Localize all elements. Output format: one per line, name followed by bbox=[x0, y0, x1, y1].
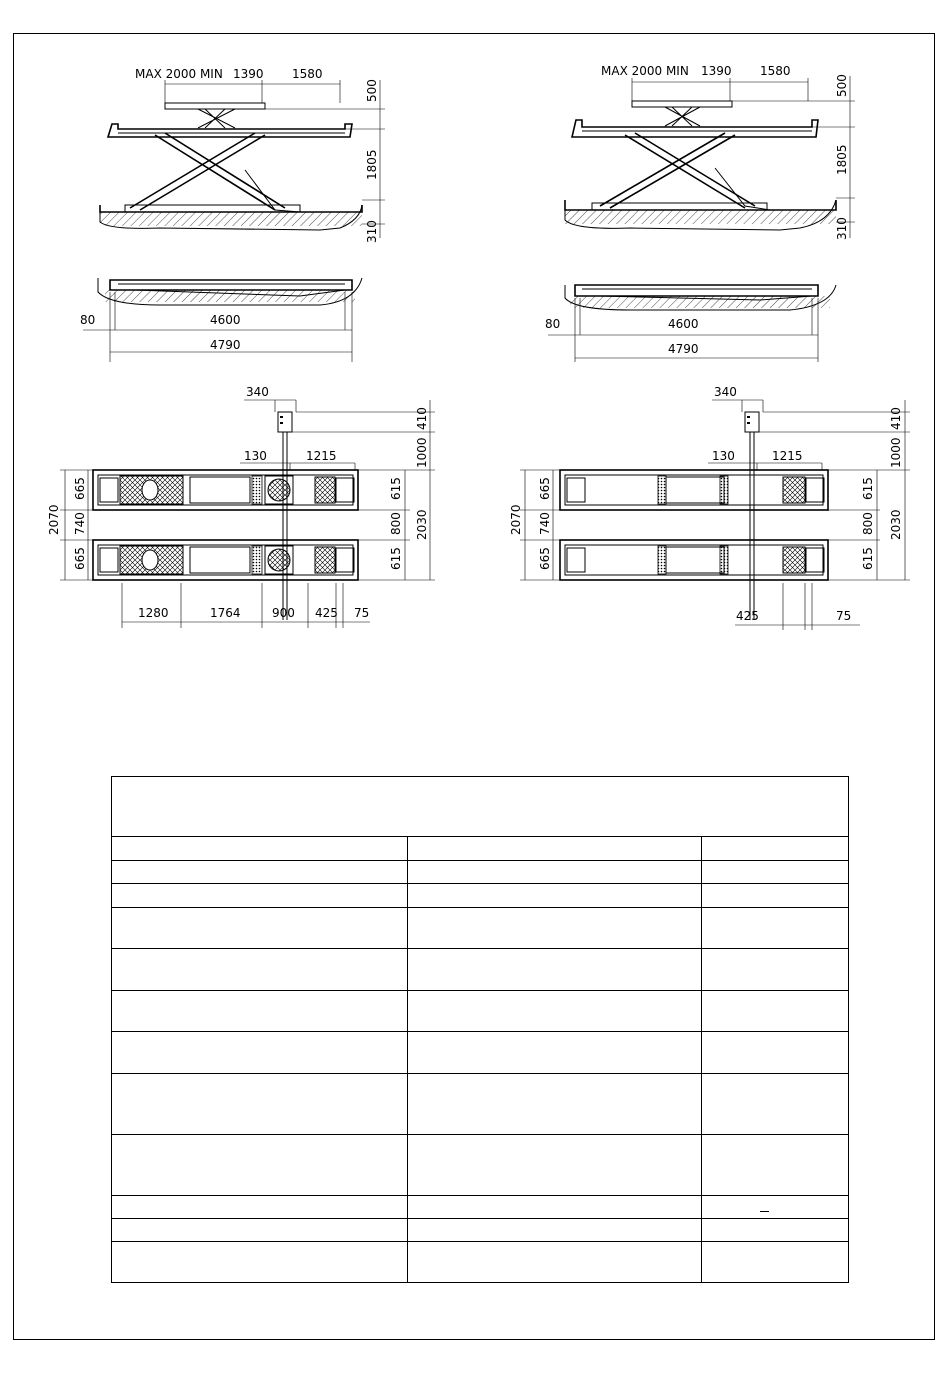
table-row bbox=[112, 990, 848, 991]
dim-left-500: 500 bbox=[365, 79, 379, 102]
dim-left-425: 425 bbox=[315, 606, 338, 620]
dim-right-410: 410 bbox=[889, 407, 903, 430]
right-elevation-view bbox=[565, 64, 855, 240]
table-column-divider bbox=[701, 836, 702, 1282]
dim-right-1390: 1390 bbox=[701, 64, 732, 78]
dim-left-740: 740 bbox=[73, 512, 87, 535]
dim-left-800: 800 bbox=[389, 512, 403, 535]
dim-left-max-min: MAX 2000 MIN bbox=[135, 67, 223, 81]
dim-right-2030: 2030 bbox=[889, 509, 903, 540]
table-cell-dash bbox=[760, 1211, 769, 1212]
spec-table bbox=[111, 776, 849, 1283]
table-row bbox=[112, 883, 848, 884]
dim-right-310: 310 bbox=[835, 217, 849, 240]
dim-left-665b: 665 bbox=[73, 547, 87, 570]
dim-right-1805: 1805 bbox=[835, 144, 849, 175]
dim-right-615b: 615 bbox=[861, 547, 875, 570]
dim-right-4600: 4600 bbox=[668, 317, 699, 331]
dim-right-800: 800 bbox=[861, 512, 875, 535]
right-plan-view bbox=[509, 385, 910, 630]
table-row bbox=[112, 836, 848, 837]
dim-left-1000: 1000 bbox=[415, 437, 429, 468]
dim-left-310: 310 bbox=[365, 220, 379, 243]
dim-left-2030: 2030 bbox=[415, 509, 429, 540]
dim-right-615a: 615 bbox=[861, 477, 875, 500]
table-row bbox=[112, 1241, 848, 1242]
table-row bbox=[112, 860, 848, 861]
dim-left-615a: 615 bbox=[389, 477, 403, 500]
table-row bbox=[112, 1134, 848, 1135]
table-row bbox=[112, 1218, 848, 1219]
dim-left-1390: 1390 bbox=[233, 67, 264, 81]
table-row bbox=[112, 1073, 848, 1074]
dim-right-740: 740 bbox=[538, 512, 552, 535]
dim-right-4790: 4790 bbox=[668, 342, 699, 356]
dim-left-80: 80 bbox=[80, 313, 96, 327]
dim-right-max-min: MAX 2000 MIN bbox=[601, 64, 689, 78]
dim-right-425: 425 bbox=[736, 609, 759, 623]
left-plan-view bbox=[47, 385, 435, 628]
dim-right-1215: 1215 bbox=[772, 449, 803, 463]
dim-left-1280: 1280 bbox=[138, 606, 169, 620]
dim-left-900: 900 bbox=[272, 606, 295, 620]
dim-left-4790: 4790 bbox=[210, 338, 241, 352]
dim-left-75: 75 bbox=[354, 606, 370, 620]
dim-right-130: 130 bbox=[712, 449, 735, 463]
dim-right-1000: 1000 bbox=[889, 437, 903, 468]
dim-left-1805: 1805 bbox=[365, 149, 379, 180]
dim-left-665a: 665 bbox=[73, 477, 87, 500]
dim-left-2070: 2070 bbox=[47, 504, 61, 535]
dim-right-80: 80 bbox=[545, 317, 561, 331]
dim-left-340: 340 bbox=[246, 385, 269, 399]
table-column-divider bbox=[407, 836, 408, 1282]
table-row bbox=[112, 1195, 848, 1196]
right-side-view bbox=[545, 285, 836, 362]
dim-right-500: 500 bbox=[835, 74, 849, 97]
left-elevation-view bbox=[100, 67, 385, 243]
dim-right-665b: 665 bbox=[538, 547, 552, 570]
dim-left-130: 130 bbox=[244, 449, 267, 463]
dim-right-75: 75 bbox=[836, 609, 852, 623]
dim-left-1215: 1215 bbox=[306, 449, 337, 463]
left-side-view bbox=[80, 278, 362, 362]
dim-left-1764: 1764 bbox=[210, 606, 241, 620]
dim-left-1580: 1580 bbox=[292, 67, 323, 81]
dim-left-615b: 615 bbox=[389, 547, 403, 570]
table-row bbox=[112, 907, 848, 908]
dim-right-665a: 665 bbox=[538, 477, 552, 500]
dim-right-340: 340 bbox=[714, 385, 737, 399]
dim-right-2070: 2070 bbox=[509, 504, 523, 535]
dim-right-1580: 1580 bbox=[760, 64, 791, 78]
dim-left-4600: 4600 bbox=[210, 313, 241, 327]
dim-left-410: 410 bbox=[415, 407, 429, 430]
table-row bbox=[112, 1031, 848, 1032]
table-row bbox=[112, 948, 848, 949]
